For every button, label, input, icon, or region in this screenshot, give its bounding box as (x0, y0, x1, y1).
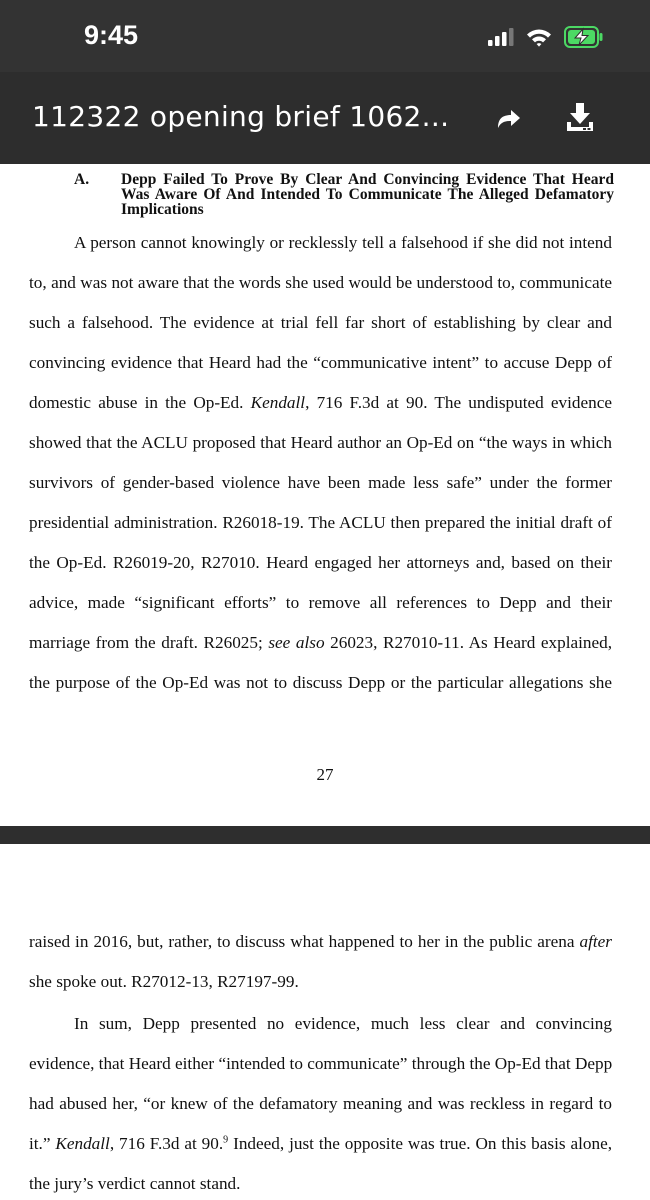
text-line (29, 931, 612, 953)
download-button[interactable] (563, 100, 597, 136)
text-run: domestic abuse in the Op-Ed. (29, 393, 251, 412)
document-title-bar (0, 72, 650, 164)
page-number: 27 (316, 765, 334, 784)
text-line: survivors of gender-based violence have been made less safe” under the former (29, 473, 612, 492)
text-run: , 716 F.3d at 90. The undisputed evidence (305, 393, 612, 412)
battery-charging-icon (564, 26, 604, 48)
text-line: the Op-Ed. R26019-20, R27010. Heard engaged her attorneys and, based on their (29, 553, 612, 572)
text-line: showed that the ACLU proposed that Heard author an Op-Ed on “the ways in which (29, 433, 612, 452)
document-title: 112322 opening brief 1062... (32, 100, 450, 133)
document-page-27 (0, 164, 650, 826)
document-page-28 (0, 844, 650, 1200)
emphasis: after (579, 932, 612, 951)
section-heading-text: Depp Failed To Prove By Clear And Convincing Evidence That Heard Was Aware Of And Intended To Communicate The Alleged Defamatory Implications (121, 171, 614, 218)
text-line: she spoke out. R27012-13, R27197-99. (29, 972, 299, 991)
wifi-icon (526, 28, 552, 47)
share-icon (490, 102, 524, 136)
status-bar (0, 0, 650, 72)
text-line: convincing evidence that Heard had the “communicative intent” to accuse Depp of (29, 353, 612, 372)
text-run: Indeed, just the opposite was true. On this basis alone, (228, 1134, 612, 1153)
text-line: had abused her, “or knew of the defamatory meaning and was reckless in regard to (29, 1094, 612, 1113)
download-icon (563, 100, 597, 136)
text-run: marriage from the draft. R26025; (29, 633, 269, 652)
text-line (29, 632, 612, 654)
text-line (29, 1133, 612, 1155)
cellular-signal-icon (488, 28, 514, 46)
status-icons (488, 26, 604, 48)
text-line: such a falsehood. The evidence at trial fell far short of establishing by clear and (29, 313, 612, 332)
case-citation: Kendall (55, 1134, 110, 1153)
case-citation: Kendall (250, 393, 306, 412)
text-line (29, 392, 612, 414)
section-heading-letter: A. (74, 171, 90, 188)
text-run: 26023, R27010-11. As Heard explained, (324, 633, 612, 652)
text-run: , 716 F.3d at 90. (109, 1134, 224, 1153)
citation-signal: see also (268, 633, 325, 652)
text-line: to, and was not aware that the words she used would be understood to, communicate (29, 273, 612, 292)
text-line: the jury’s verdict cannot stand. (29, 1174, 241, 1193)
page-separator (0, 826, 650, 844)
footnote-marker[interactable]: 9 (223, 1134, 229, 1146)
status-time: 9:45 (84, 20, 139, 50)
text-line: A person cannot knowingly or recklessly tell a falsehood if she did not intend (74, 233, 612, 252)
share-button[interactable] (490, 102, 524, 136)
text-line: the purpose of the Op-Ed was not to discuss Depp or the particular allegations she (29, 673, 612, 692)
text-line: evidence, that Heard either “intended to communicate” through the Op-Ed that Depp (29, 1054, 613, 1073)
text-line: advice, made “significant efforts” to remove all references to Depp and their (29, 593, 612, 612)
text-line: In sum, Depp presented no evidence, much less clear and convincing (74, 1014, 612, 1033)
text-run: it.” (29, 1134, 56, 1153)
text-line: presidential administration. R26018-19. The ACLU then prepared the initial draft of (29, 513, 612, 532)
text-run: raised in 2016, but, rather, to discuss what happened to her in the public arena (29, 932, 580, 951)
